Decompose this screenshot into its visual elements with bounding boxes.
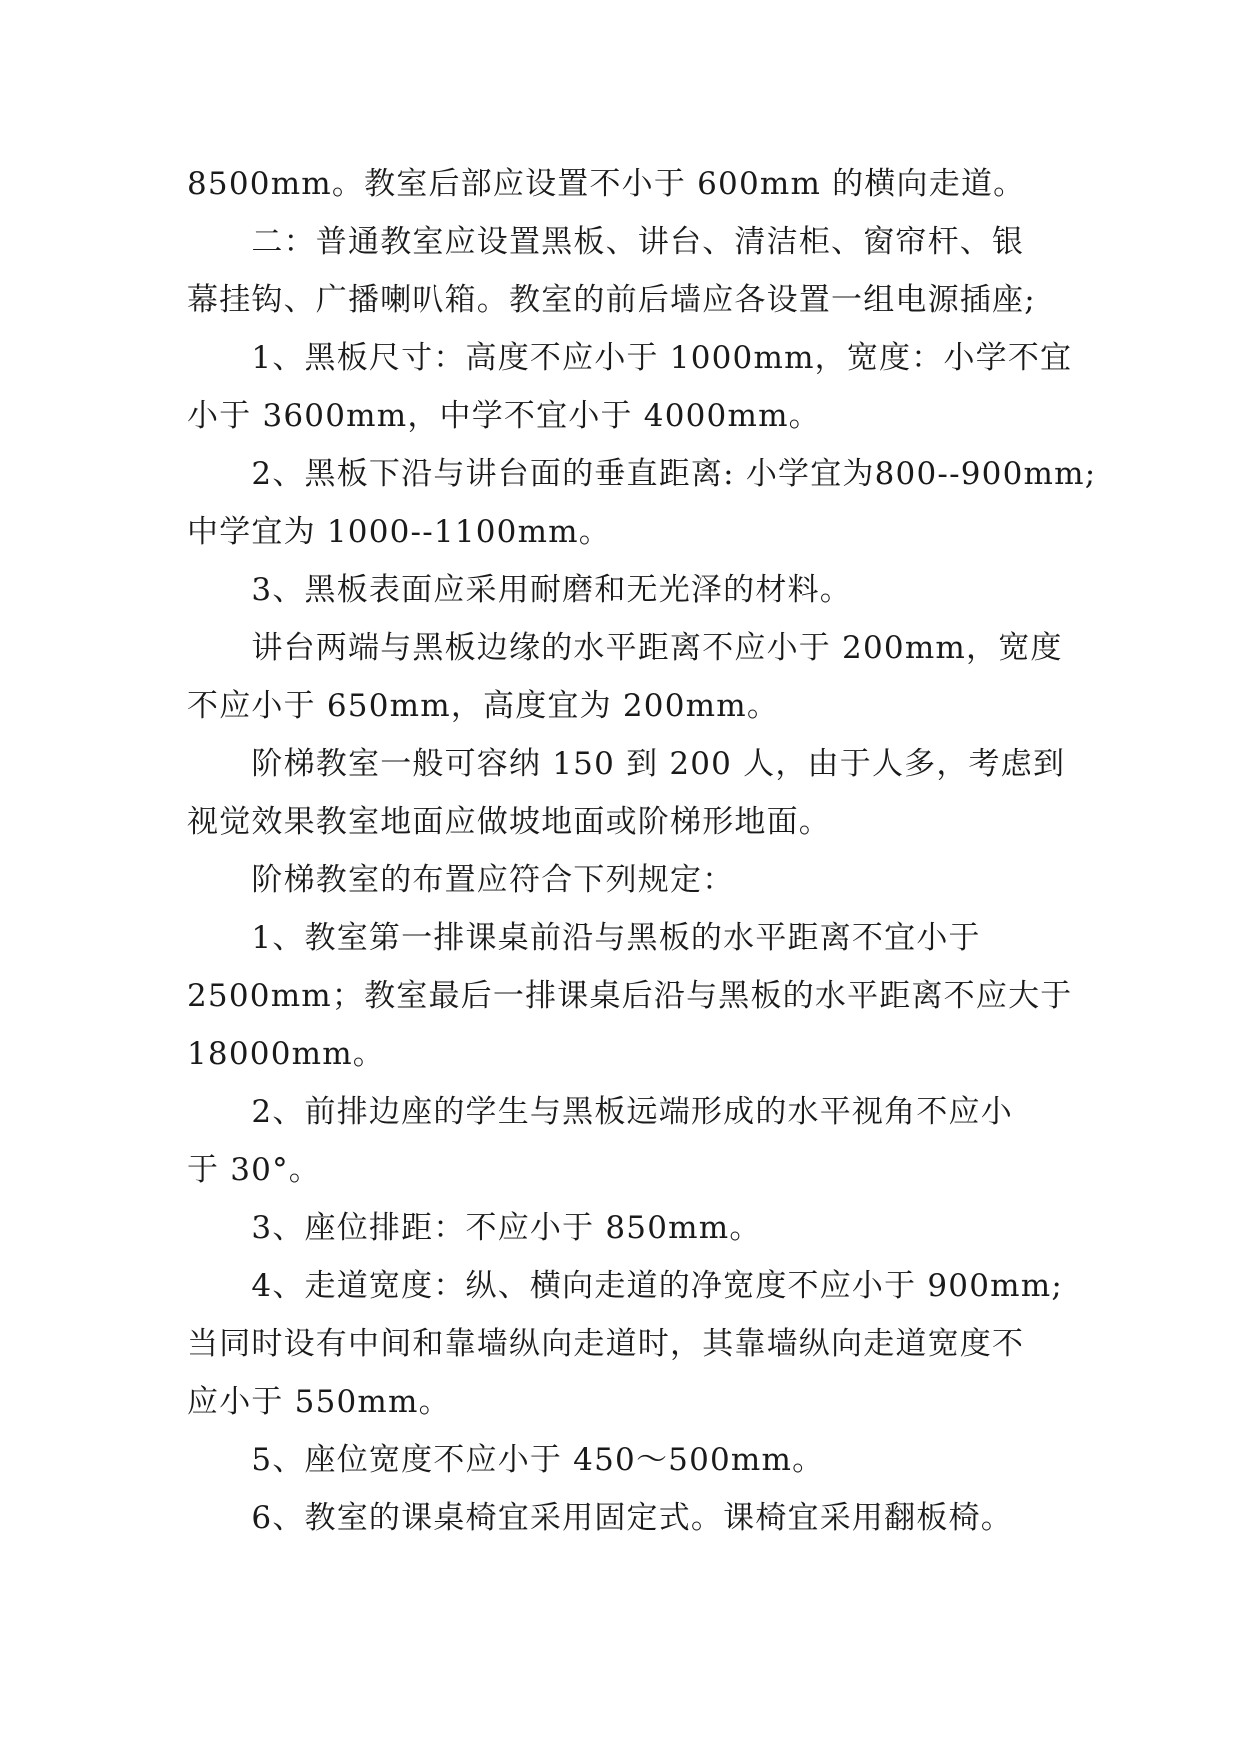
text-line: 3、座位排距：不应小于 850mm。 — [187, 1210, 762, 1246]
text-line: 5、座位宽度不应小于 450～500mm。 — [187, 1442, 825, 1478]
text-line: 于 30°。 — [187, 1152, 322, 1188]
text-line: 中学宜为 1000--1100mm。 — [187, 514, 611, 550]
text-line: 阶梯教室的布置应符合下列规定： — [187, 862, 735, 898]
text-line: 二：普通教室应设置黑板、讲台、清洁柜、窗帘杆、银 — [187, 224, 1025, 260]
text-line: 18000mm。 — [187, 1036, 386, 1072]
text-line: 讲台两端与黑板边缘的水平距离不应小于 200mm，宽度 — [187, 630, 1063, 666]
text-line: 1、教室第一排课桌前沿与黑板的水平距离不宜小于 — [187, 920, 981, 956]
text-line: 6、教室的课桌椅宜采用固定式。课椅宜采用翻板椅。 — [187, 1500, 1013, 1536]
text-line: 2、前排边座的学生与黑板远端形成的水平视角不应小 — [187, 1094, 1013, 1130]
text-line: 2500mm；教室最后一排课桌后沿与黑板的水平距离不应大于 — [187, 978, 1073, 1014]
text-line: 2、黑板下沿与讲台面的垂直距离: 小学宜为800--900mm; — [187, 456, 1097, 492]
text-line: 3、黑板表面应采用耐磨和无光泽的材料。 — [187, 572, 852, 608]
text-line: 小于 3600mm，中学不宜小于 4000mm。 — [187, 398, 821, 434]
text-line: 8500mm。教室后部应设置不小于 600mm 的横向走道。 — [187, 166, 1026, 202]
text-line: 当同时设有中间和靠墙纵向走道时，其靠墙纵向走道宽度不 — [187, 1326, 1025, 1362]
text-line: 应小于 550mm。 — [187, 1384, 451, 1420]
text-line: 阶梯教室一般可容纳 150 到 200 人，由于人多，考虑到 — [187, 746, 1066, 782]
text-line: 1、黑板尺寸：高度不应小于 1000mm，宽度：小学不宜 — [187, 340, 1073, 376]
text-line: 视觉效果教室地面应做坡地面或阶梯形地面。 — [187, 804, 831, 840]
text-line: 4、走道宽度：纵、横向走道的净宽度不应小于 900mm; — [187, 1268, 1063, 1304]
text-line: 不应小于 650mm，高度宜为 200mm。 — [187, 688, 780, 724]
text-line: 幕挂钩、广播喇叭箱。教室的前后墙应各设置一组电源插座; — [187, 282, 1036, 318]
